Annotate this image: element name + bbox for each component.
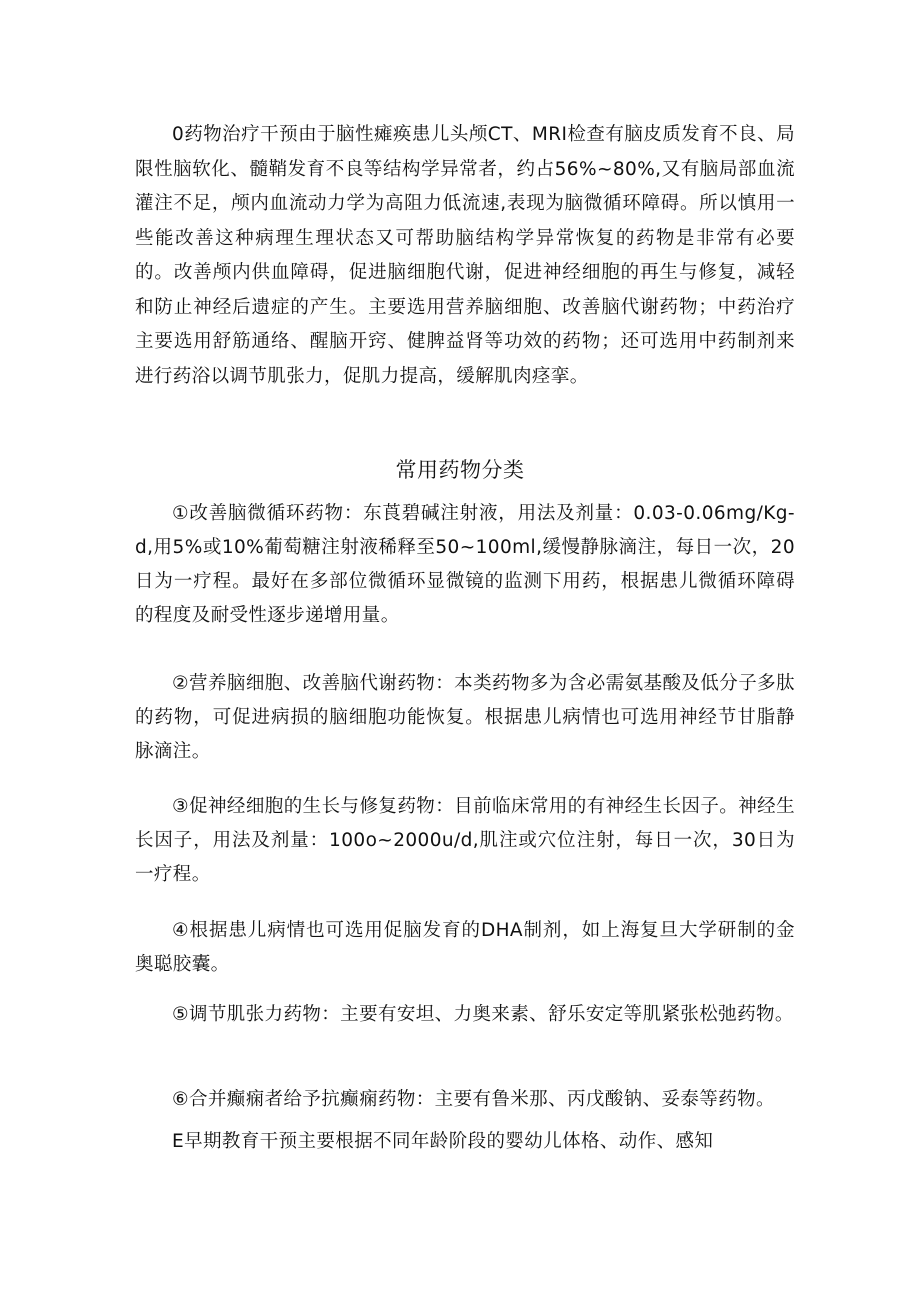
closing-paragraph: E早期教育干预主要根据不同年龄阶段的婴幼儿体格、动作、感知 [172, 1131, 714, 1152]
drug-item-dha: ④根据患儿病情也可选用促脑发育的DHA制剂，如上海复旦大学研制的金奥聪胶囊。 [135, 920, 795, 975]
drug-item-nerve-growth: ③促神经细胞的生长与修复药物：目前临床常用的有神经生长因子。神经生长因子，用法及剂量：100o~2000u∕d,肌注或穴位注射，每日一次，30日为一疗程。 [135, 796, 795, 885]
section-heading: 常用药物分类 [395, 458, 525, 482]
intro-paragraph: 0药物治疗干预由于脑性瘫痪患儿头颅CT、MRI检查有脑皮质发育不良、局限性脑软化、髓鞘发育不良等结构学异常者，约占56%~80%,又有脑局部血流灌注不足，颅内血流动力学为高阻力低流速,表现为脑微循环障碍。所以慎用一些能改善这种病理生理状态又可帮助脑结构学异常恢复的药物是非常有必要的。改善颅内供血障碍，促进脑细胞代谢，促进神经细胞的再生与修复，减轻和防止神经后遗症的产生。主要选用营养脑细胞、改善脑代谢药物；中药治疗主要选用舒筋通络、醒脑开窍、健脾益肾等功效的药物；还可选用中药制剂来进行药浴以调节肌张力，促肌力提高，缓解肌肉痉挛。 [135, 124, 795, 387]
drug-item-microcirculation: ①改善脑微循环药物：东莨碧碱注射液，用法及剂量：0.03-0.06mg∕Kg-d,用5%或10%葡萄糖注射液稀释至50~100ml,缓慢静脉滴注，每日一次，20日为一疗程。最好在多部位微循环显微镜的监测下用药，根据患儿微循环障碍的程度及耐受性逐步递增用量。 [135, 503, 795, 626]
drug-item-antiepileptic: ⑥合并癫痫者给予抗癫痫药物：主要有鲁米那、丙戊酸钠、妥泰等药物。 [172, 1089, 775, 1110]
drug-item-muscle-tone: ⑤调节肌张力药物：主要有安坦、力奥来素、舒乐安定等肌紧张松弛药物。 [172, 1004, 794, 1025]
drug-item-brain-metabolism: ②营养脑细胞、改善脑代谢药物：本类药物多为含必需氨基酸及低分子多肽的药物，可促进病损的脑细胞功能恢复。根据患儿病情也可选用神经节甘脂静脉滴注。 [135, 673, 795, 762]
